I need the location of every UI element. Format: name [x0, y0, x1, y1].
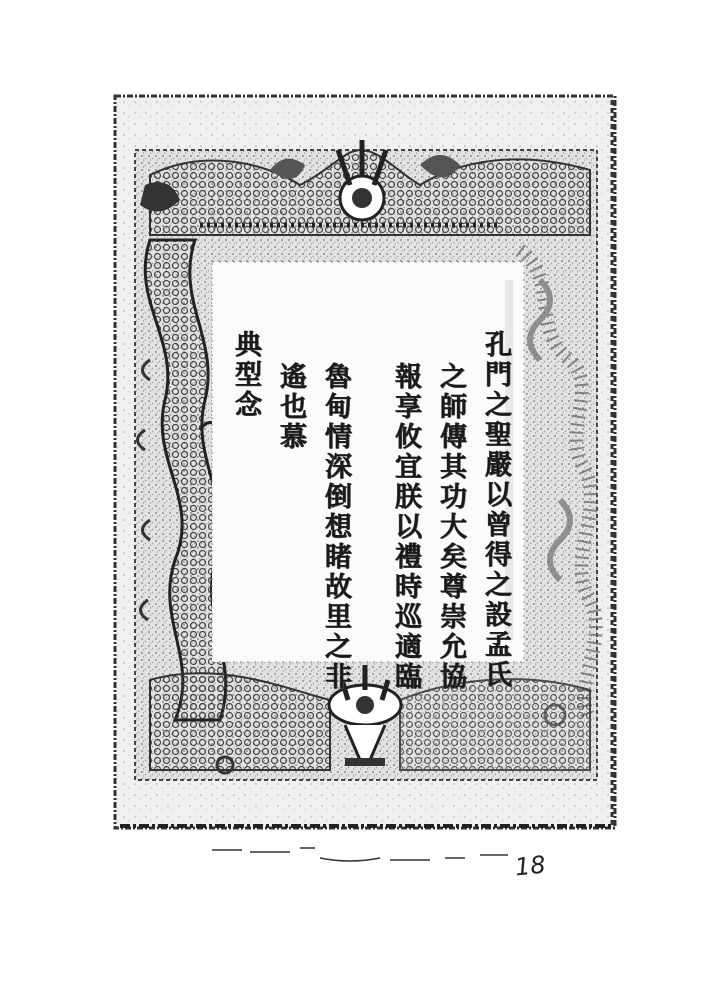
text-column-2: 之師傳其功大矣尊崇允協 [435, 362, 466, 692]
page-number-mark: 18 [513, 850, 547, 882]
text-column-4: 魯甸情深倒想睹故里之非 [320, 362, 351, 692]
bottom-pencil-marks [212, 848, 508, 861]
text-column-3: 報享攸宜朕以禮時巡適臨 [390, 362, 421, 692]
text-column-1: 孔門之聖嚴以曾得之設孟氏 [480, 330, 511, 690]
text-column-5: 遙也慕 [275, 362, 306, 452]
text-column-6: 典型念 [230, 330, 261, 420]
